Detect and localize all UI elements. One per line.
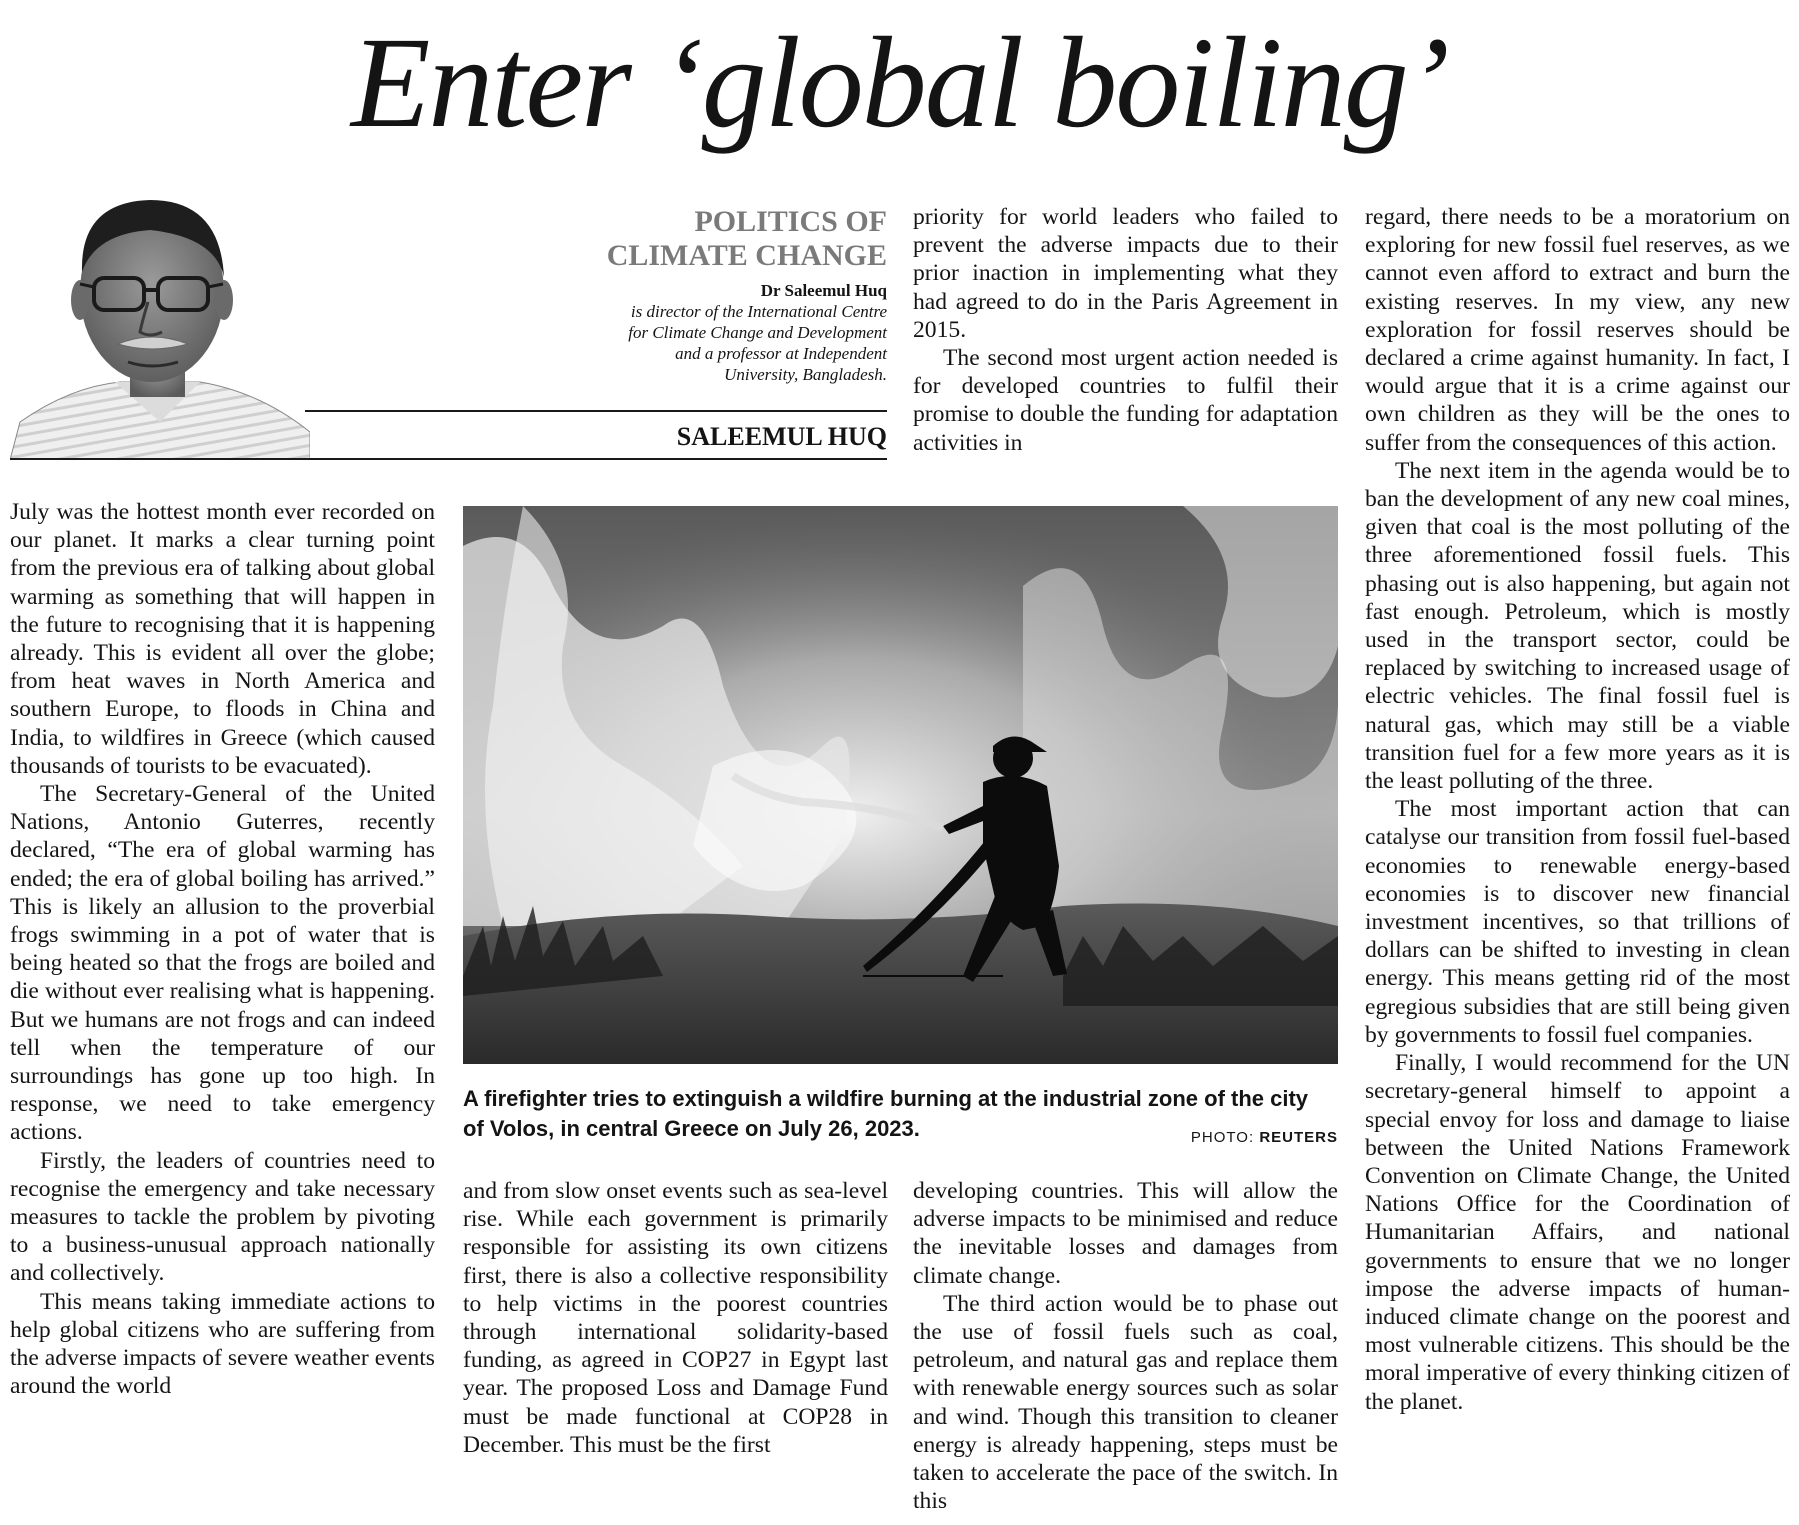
paragraph: The most important action that can catalyse our transition from fossil fuel-based economies to renewable energy-based economies is to discover new financial investment incentives, so that trillions of dollars can be shifted to investing in clean energy. This means getting rid of the most egregious subsidies that are still being given by governments to fossil fuel companies. (1365, 796, 1790, 1048)
paragraph: July was the hottest month ever recorded on our planet. It marks a clear turning point from the previous era of talking about global warming as something that will happen in the future to recognising that it is happening already. This is evident all over the globe; from heat waves in North America and southern Europe, to floods in China and India, to wildfires in Greece (which caused thousands of tourists to be evacuated). (10, 499, 435, 779)
author-bio-line-4: University, Bangladesh. (724, 365, 887, 384)
paragraph: priority for world leaders who failed to prevent the adverse impacts due to their prior inaction in implementing what they had agreed to do in the Paris Agreement in 2015. (913, 204, 1338, 343)
paragraph: The third action would be to phase out the use of fossil fuels such as coal, petroleum, and natural gas and replace them with renewable energy sources such as solar and wind. Though this transition to cleaner energy is already happening, steps must be taken to accelerate the pace of the switch. In this (913, 1290, 1338, 1515)
photo-credit-label: PHOTO: (1190, 1129, 1255, 1146)
photo-credit-source: REUTERS (1259, 1129, 1338, 1146)
author-bio (527, 301, 887, 385)
body-column-2 (463, 1177, 888, 1459)
paragraph: The next item in the agenda would be to ban the development of any new coal mines, given that coal is the most polluting of the three aforementioned fossil fuels. This phasing out is also happening, but again not fast enough. Petroleum, which is mostly used in the transport sector, could be replaced by switching to increased usage of electric vehicles. The final fossil fuel is natural gas, which may still be a viable transition fuel for a few more years as it is the least polluting of the three. (1365, 457, 1790, 795)
photo-caption: A firefighter tries to extinguish a wildfire burning at the industrial zone of the city of Volos, in central Greece on July 26, 2023. (463, 1086, 1309, 1141)
body-column-3-top (913, 203, 1338, 457)
kicker-line-2: CLIMATE CHANGE (606, 239, 887, 272)
body-column-4 (1365, 203, 1790, 1416)
kicker-line-1: POLITICS OF (694, 205, 887, 238)
headline: Enter ‘global boiling’ (351, 11, 1448, 155)
body-column-1 (10, 498, 435, 1401)
paragraph: This means taking immediate actions to help global citizens who are suffering from the adverse impacts of severe weather events around the world (10, 1288, 435, 1400)
photo-credit (1130, 1128, 1338, 1148)
byline: SALEEMUL HUQ (676, 422, 887, 451)
author-name: Dr Saleemul Huq (760, 281, 887, 300)
paragraph: Finally, I would recommend for the UN secretary-general himself to appoint a special envoy for loss and damage to liaise between the United Nations Framework Convention on Climate Change, the United Nations Office for the Coordination of Humanitarian Affairs, and national governments to ensure that we no longer impose the adverse impacts of human-induced climate change on the poorest and most vulnerable citizens. This should be the moral imperative of every thinking citizen of the planet. (1365, 1050, 1790, 1415)
column-header (527, 205, 887, 385)
author-bio-line-3: and a professor at Independent (675, 344, 887, 363)
author-bio-line-2: for Climate Change and Development (628, 323, 887, 342)
wildfire-photo (463, 506, 1338, 1064)
paragraph: developing countries. This will allow the adverse impacts to be minimised and reduce the inevitable losses and damages from climate change. (913, 1178, 1338, 1289)
byline-rule-bottom (10, 458, 887, 460)
author-bio-line-1: is director of the International Centre (630, 302, 887, 321)
paragraph: regard, there needs to be a moratorium on exploring for new fossil fuel reserves, as we cannot even afford to extract and burn the existing reserves. In my view, any new exploration for fossil reserves should be declared a crime against humanity. In fact, I would argue that it is a crime against our own children as they will be the ones to suffer from the consequences of this action. (1365, 204, 1790, 456)
paragraph: The second most urgent action needed is for developed countries to fulfil their promise to double the funding for adaptation activities in (913, 345, 1338, 456)
paragraph: and from slow onset events such as sea-level rise. While each government is primarily responsible for assisting its own citizens first, there is also a collective responsibility to help victims in the poorest countries through international solidarity-based funding, as agreed in COP27 in Egypt last year. The proposed Loss and Damage Fund must be made functional at COP28 in December. This must be the first (463, 1178, 888, 1458)
body-column-3-bottom (913, 1177, 1338, 1515)
column-kicker (527, 205, 887, 273)
byline-rule-top (305, 410, 887, 412)
author-portrait (10, 182, 310, 460)
paragraph: The Secretary-General of the United Nations, Antonio Guterres, recently declared, “The era of global warming has ended; the era of global boiling has arrived.” This is likely an allusion to the proverbial frogs swimming in a pot of water that is being heated so that the frogs are boiled and die without ever realising what is happening. But we humans are not frogs and can indeed tell when the temperature of our surroundings has gone up too high. In response, we need to take emergency actions. (10, 781, 435, 1146)
paragraph: Firstly, the leaders of countries need to recognise the emergency and take necessary measures to tackle the problem by pivoting to a business-unusual approach nationally and collectively. (10, 1147, 435, 1287)
